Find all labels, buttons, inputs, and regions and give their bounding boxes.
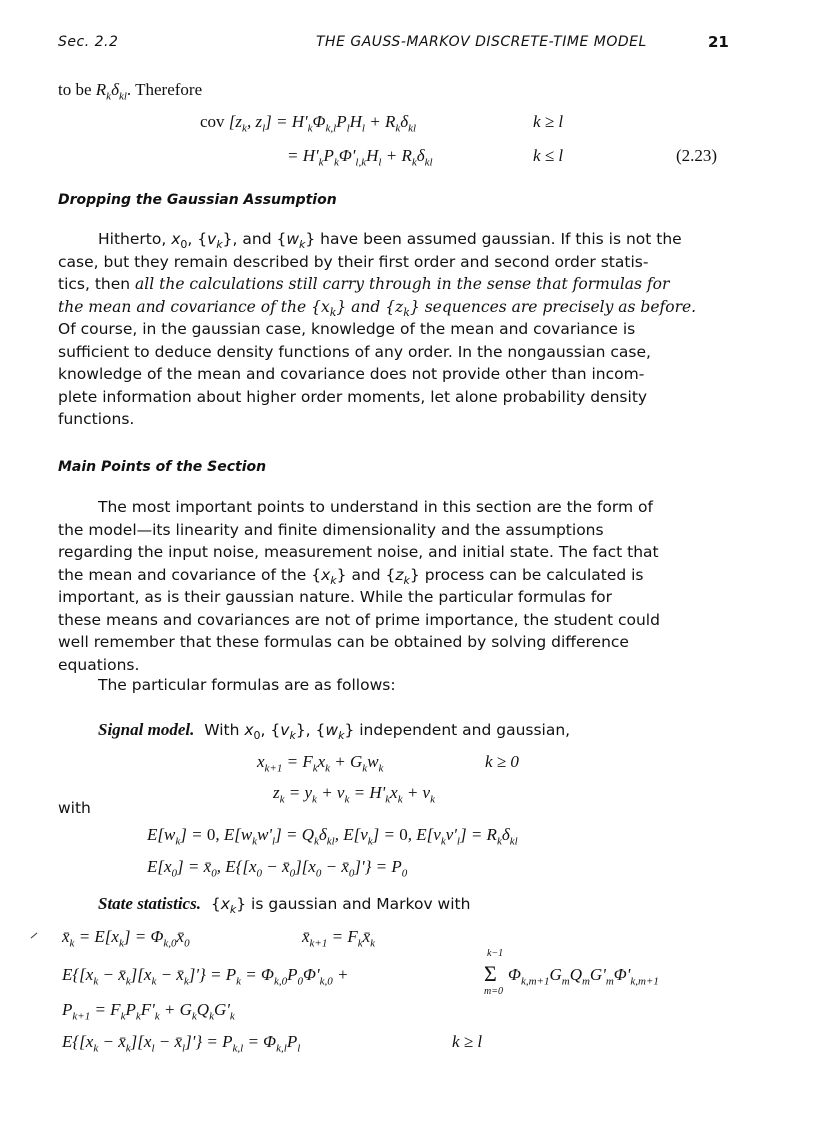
equation-2-23-cond2: k ≤ l xyxy=(533,146,564,165)
equation-number: (2.23) xyxy=(676,146,718,165)
section-label: Sec. 2.2 xyxy=(58,34,119,50)
page-number: 21 xyxy=(708,33,729,51)
state-eq-covariance: $E\{[x_k$ − $x̄_k][x_k$ − $x̄_k]'\} = P_k = \Phi_{k,0}P_0\Phi'_{k,0}$ + xyxy=(62,965,349,988)
state-statistics-line: State statistics. $\{x_k\}$ is gaussian and Markov with xyxy=(98,894,471,917)
state-eq-mean: $x̄_k = E[x_k]$ = $\Phi_{k,0}x̄_0$ xyxy=(62,927,190,950)
state-eq-cross-covariance: $E\{[x_k$ − $x̄_k][x_l$ − $x̄_l]'\} = P_{k,l} = \Phi_{k,l}P_l$ xyxy=(62,1032,301,1055)
equation-2-23-cond1: k ≥ l xyxy=(533,112,564,131)
section-heading-dropping-gaussian: Dropping the Gaussian Assumption xyxy=(58,192,337,208)
signal-eq-state: $x_{k+1} = F_kx_k + G_kw_k$ xyxy=(257,752,384,775)
paragraph-main-points: The most important points to understand in this section are the form of the model—its linearity and finite dimensionality and the assumptions regarding the input noise, measurement noise, and initial state. The fact that the mean and covariance of the $\{x_k\}$ and $\{z_k\}$ process can be calculated is important, as is their gaussian nature. While the particular formulas for these means and covariances are not of prime importance, the student could well remember that these formulas can be obtained by solving difference equations. xyxy=(58,498,660,674)
sum-lower-limit: m=0 xyxy=(484,986,503,997)
signal-eq-state-cond: k ≥ 0 xyxy=(485,752,519,771)
signal-eq-measurement: $z_k = y_k + v_k = H'_kx_k + v_k$ xyxy=(273,783,435,806)
signal-eq-initial-stats: $E[x_0]$ = $x̄_0$, $E\{[x_0$ − $x̄_0][x_0$ − $x̄_0]'\} = P_0$ xyxy=(147,857,408,880)
section-heading-main-points: Main Points of the Section xyxy=(58,459,267,475)
intro-line: to be $R_k\delta_{kl}$. Therefore xyxy=(58,80,203,103)
state-eq-mean-recursion: $x̄_{k+1}$ = $F_kx̄_k$ xyxy=(302,927,376,950)
summation-symbol: Σ xyxy=(484,961,497,986)
with-label: with xyxy=(58,799,91,817)
equation-2-23-row1: cov [$z_k$, $z_l] = H'_k\Phi_{k,l}P_lH_l + R_k\delta_{kl}$ xyxy=(200,112,417,135)
state-eq-covariance-recursion: $P_{k+1} = F_kP_kF'_k + G_kQ_kG'_k$ xyxy=(62,1000,235,1023)
signal-model-line: Signal model. With $x_0$, $\{v_k\}$, $\{w_k\}$ independent and gaussian, xyxy=(98,720,571,743)
sum-upper-limit: k−1 xyxy=(487,948,504,959)
margin-tick-mark xyxy=(31,933,38,939)
paragraph-formulas-intro: The particular formulas are as follows: xyxy=(98,676,396,694)
equation-2-23-row2: = $H'_kP_k\Phi'_{l,k}H_l + R_k\delta_{kl}$ xyxy=(287,146,433,169)
running-title: THE GAUSS-MARKOV DISCRETE-TIME MODEL xyxy=(316,34,647,50)
paragraph-dropping-gaussian: Hitherto, $x_0$, $\{v_k\}$, and $\{w_k\}$ have been assumed gaussian. If this is not the case, but they remain described by their first order and second order statis- tics, then all the calculations still carry through in the sense that formulas for the mean and covariance of the $\{x_k\}$ and $\{z_k\}$ sequences are precisely as before. Of course, in the gaussian case, knowledge of the mean and covariance is sufficient to deduce density functions of any order. In the nongaussian case, knowledge of the mean and covariance does not provide other than incom- plete information about higher order moments, let alone probability density functions. xyxy=(58,230,697,428)
state-eq-cross-covariance-cond: k ≥ l xyxy=(452,1032,483,1051)
signal-eq-noise-stats: $E[w_k] = 0$, $E[w_kw'_l] = Q_k\delta_{kl}$, $E[v_k] = 0$, $E[v_kv'_l] = R_k\delta_{kl}$ xyxy=(147,825,518,848)
state-eq-covariance-sum-term: $\Phi_{k,m+1}G_mQ_mG'_m\Phi'_{k,m+1}$ xyxy=(508,965,659,988)
